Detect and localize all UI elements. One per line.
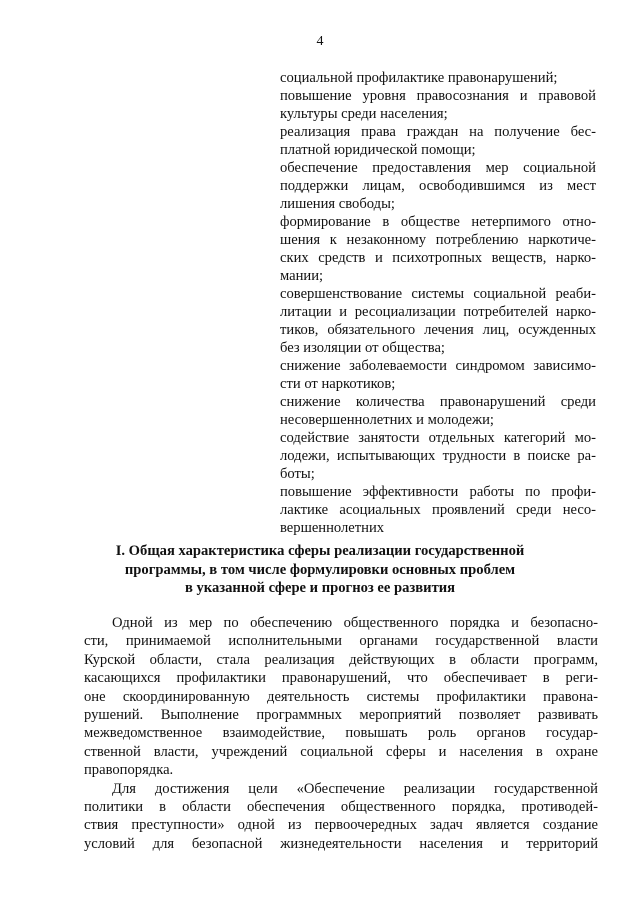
goal-line: социальной профилактике правонарушений; [280, 70, 558, 86]
page-number: 4 [316, 34, 324, 49]
goal-line: содействие занятости отдельных категорий мо- [280, 430, 596, 446]
goal-line: несовершеннолетних и молодежи; [280, 412, 494, 428]
section-title [80, 542, 560, 598]
goal-line: боты; [280, 466, 315, 482]
section-title-line: в указанной сфере и прогноз ее развития [184, 580, 456, 596]
goal-line: ских средств и психотропных веществ, нарко- [280, 250, 596, 266]
goal-line: формирование в обществе нетерпимого отно- [280, 214, 596, 230]
goal-line: литации и ресоциализации потребителей нарко- [280, 304, 596, 320]
body-line: Для достижения цели «Обеспечение реализации государственной [112, 780, 598, 797]
goal-line: мании; [280, 268, 324, 284]
goal-line: повышение эффективности работы по профи- [280, 484, 596, 500]
goal-line: повышение уровня правосознания и правовой [280, 88, 596, 104]
goal-line: вершеннолетних [280, 520, 385, 536]
body-line: рушений. Выполнение программных мероприятий позволяет развивать [84, 707, 598, 724]
body-line: оне скоординированную деятельность системы профилактики правона- [84, 688, 598, 705]
section-title-line: I. Общая характеристика сферы реализации государственной [115, 543, 525, 559]
goal-line: тиков, обязательного лечения лиц, осужденных [280, 322, 596, 338]
body-line: Курской области, стала реализация действующих в области программ, [84, 651, 598, 668]
body-line: межведомственное взаимодействие, повышать роль органов государ- [84, 725, 598, 742]
goal-line: лактике асоциальных проявлений среди несо- [280, 502, 596, 518]
body-line: условий для безопасной жизнедеятельности населения и территорий [84, 835, 598, 852]
body-line: Одной из мер по обеспечению общественного порядка и безопасно- [112, 615, 598, 631]
goal-line: совершенствование системы социальной реаби- [280, 286, 596, 302]
goal-line: реализация права граждан на получение бес- [280, 124, 596, 140]
body-line: касающихся профилактики правонарушений, что обеспечивает в реги- [84, 670, 598, 687]
body-text [84, 614, 598, 853]
goal-line: снижение количества правонарушений среди [280, 394, 596, 410]
body-line: сти, принимаемой исполнительными органами государственной власти [84, 633, 598, 650]
goal-line: культуры среди населения; [280, 106, 448, 122]
goal-line: платной юридической помощи; [280, 142, 476, 158]
body-line: правопорядка. [84, 762, 174, 779]
body-line: ствия преступности» одной из первоочередных задач является создание [84, 817, 598, 834]
body-line: политики в области обеспечения общественного порядка, противодей- [84, 799, 598, 816]
goal-line: лишения свободы; [280, 196, 395, 212]
body-line: ственной власти, учреждений социальной сферы и населения в охране [84, 743, 598, 760]
section-title-line: программы, в том числе формулировки основных проблем [124, 561, 516, 578]
goal-line: обеспечение предоставления мер социальной [280, 160, 596, 176]
goal-line: сти от наркотиков; [280, 376, 396, 392]
goal-line: без изоляции от общества; [280, 340, 445, 356]
goal-line: снижение заболеваемости синдромом зависимо- [280, 358, 596, 374]
goal-line: поддержки лицам, освободившимся из мест [280, 178, 596, 194]
goal-line: шения к незаконному потреблению наркотиче- [280, 232, 596, 248]
goal-line: лодежи, испытывающих трудности в поиске ра- [280, 448, 596, 464]
goals-list [280, 69, 596, 537]
